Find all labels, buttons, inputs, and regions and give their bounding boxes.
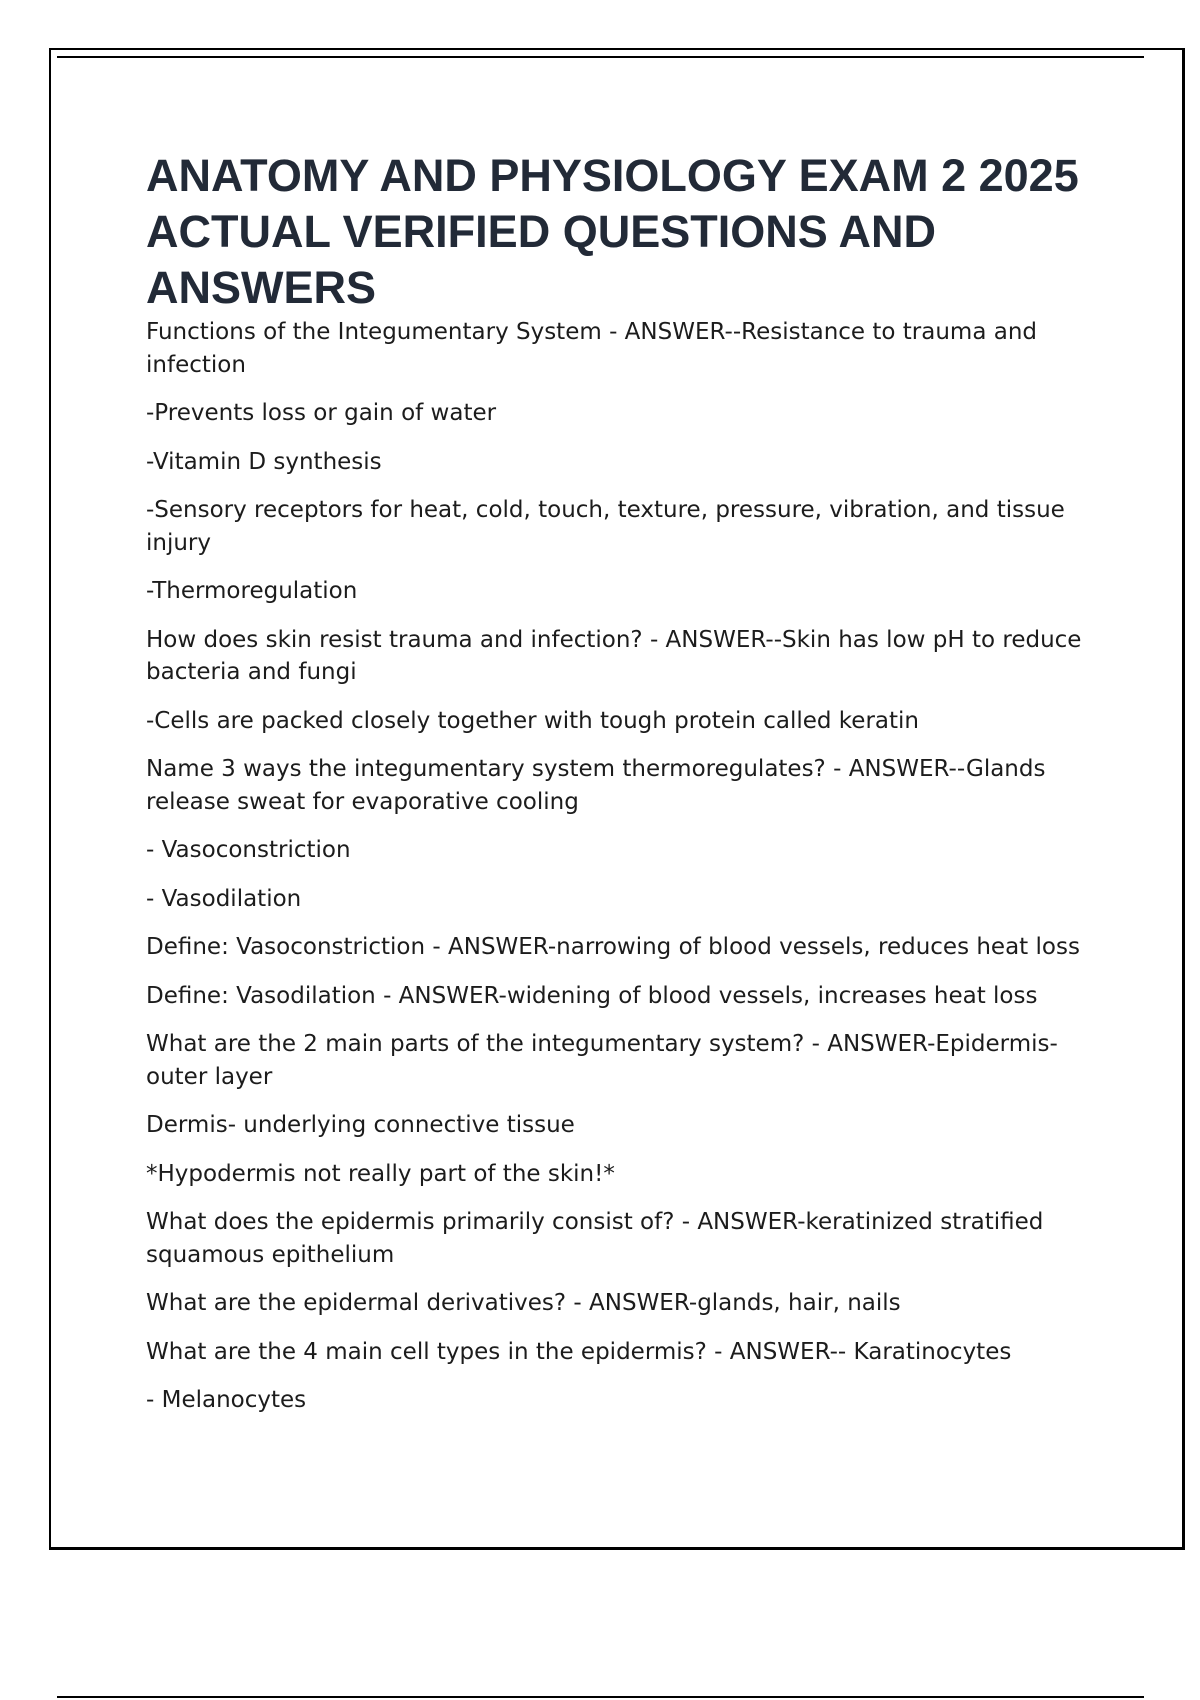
qa-line: How does skin resist trauma and infection? - ANSWER--Skin has low pH to reduce bacteria and fungi [146, 626, 1082, 685]
qa-list [146, 316, 1096, 1417]
qa-line: -Vitamin D synthesis [146, 448, 382, 475]
qa-line: - Melanocytes [146, 1387, 307, 1413]
qa-line: - Vasodilation [146, 885, 302, 912]
qa-line: -Cells are packed closely together with tough protein called keratin [146, 707, 919, 734]
qa-line: Functions of the Integumentary System - ANSWER--Resistance to trauma and infection [146, 319, 1038, 378]
qa-line: -Thermoregulation [146, 578, 358, 604]
document-title: ANATOMY AND PHYSIOLOGY EXAM 2 2025 ACTUAL VERIFIED QUESTIONS AND ANSWERS [146, 150, 1079, 313]
qa-line: *Hypodermis not really part of the skin!* [146, 1160, 615, 1187]
qa-line: What are the 2 main parts of the integumentary system? - ANSWER-Epidermis- outer layer [146, 1031, 1058, 1090]
qa-line: Name 3 ways the integumentary system thermoregulates? - ANSWER--Glands release sweat for evaporative cooling [146, 756, 1046, 815]
qa-line: Define: Vasodilation - ANSWER-widening of blood vessels, increases heat loss [146, 982, 1038, 1009]
qa-line: What does the epidermis primarily consist of? - ANSWER-keratinized stratified squamous epithelium [146, 1209, 1044, 1268]
document-body [146, 148, 1096, 1433]
qa-line: -Prevents loss or gain of water [146, 400, 497, 426]
qa-line: Define: Vasoconstriction - ANSWER-narrowing of blood vessels, reduces heat loss [146, 934, 1080, 960]
qa-line: What are the 4 main cell types in the epidermis? - ANSWER-- Karatinocytes [146, 1338, 1012, 1365]
qa-line: Dermis- underlying connective tissue [146, 1112, 575, 1138]
header-rule [57, 56, 1144, 58]
qa-line: - Vasoconstriction [146, 837, 351, 863]
qa-line: What are the epidermal derivatives? - ANSWER-glands, hair, nails [146, 1290, 901, 1316]
qa-line: -Sensory receptors for heat, cold, touch, texture, pressure, vibration, and tissue injury [146, 497, 1065, 556]
next-page-rule [57, 1696, 1144, 1698]
